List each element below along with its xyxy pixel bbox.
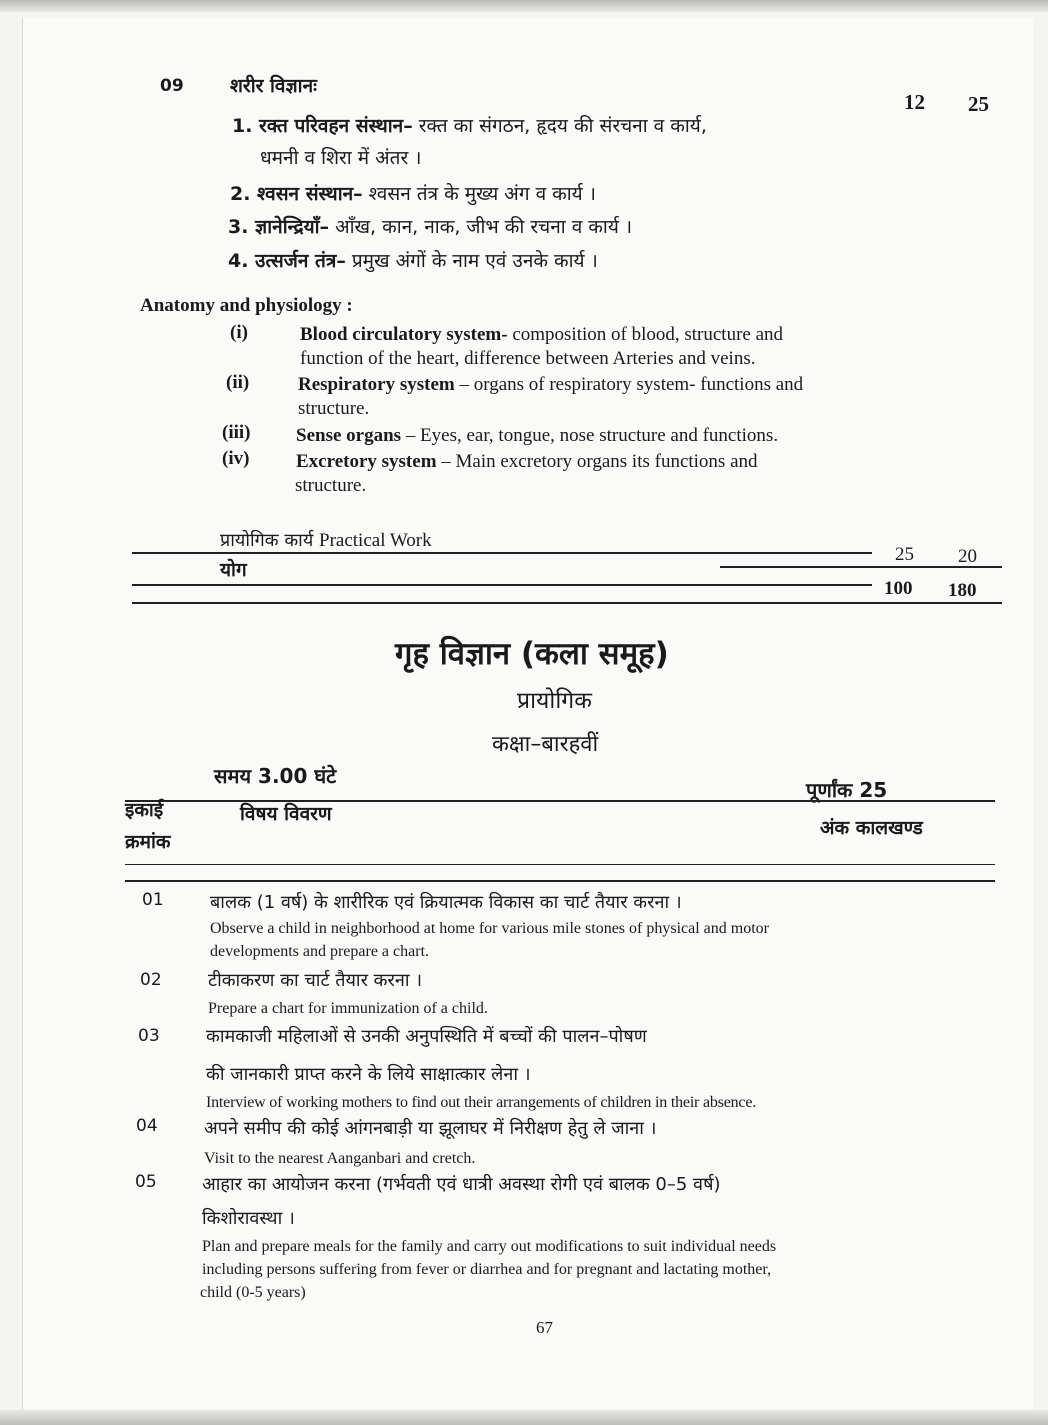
unit-hi-3: कामकाजी महिलाओं से उनकी अनुपस्थिति में बच्चों की पालन–पोषण	[206, 1026, 647, 1047]
anatomy-text: – Main excretory organs its functions and	[441, 451, 758, 472]
col-subject: विषय विवरण	[240, 803, 332, 825]
unit-num-4: 04	[136, 1116, 158, 1136]
max-marks: पूर्णांक 25	[806, 778, 888, 802]
unit-num-5: 05	[135, 1172, 157, 1192]
anatomy-item-2	[298, 374, 803, 396]
unit-hi-4: अपने समीप की कोई आंगनबाड़ी या झूलाघर में निरीक्षण हेतु ले जाना ।	[204, 1118, 657, 1139]
item-head: 3. ज्ञानेन्द्रियाँ–	[228, 216, 330, 238]
anatomy-num-3: (iii)	[222, 422, 251, 443]
practical-label	[220, 528, 432, 552]
col-unit: इकाई	[125, 799, 164, 821]
section-item-4	[228, 247, 598, 273]
anatomy-head: Excretory system	[296, 451, 437, 472]
scan-bottom-edge	[0, 1410, 1048, 1425]
section-item-3	[228, 213, 632, 239]
unit-num-2: 02	[140, 970, 162, 990]
section-item-2	[230, 180, 596, 206]
col-serial: क्रमांक	[125, 831, 171, 853]
item-head: 4. उत्सर्जन तंत्र–	[228, 250, 346, 272]
unit-en-2: Prepare a chart for immunization of a child.	[208, 1000, 488, 1017]
anatomy-item-4	[296, 451, 758, 473]
practical-en: Practical Work	[319, 530, 432, 551]
item-head: 1. रक्त परिवहन संस्थान–	[232, 115, 413, 137]
unit-en-1b: developments and prepare a chart.	[210, 943, 430, 960]
total-marks-a: 100	[884, 578, 913, 599]
unit-en-3: Interview of working mothers to find out their arrangements of children in their absence.	[206, 1094, 757, 1111]
practical-hi: प्रायोगिक कार्य	[220, 530, 314, 551]
unit-en-4: Visit to the nearest Aanganbari and cretch.	[204, 1150, 476, 1167]
anatomy-item-4-cont: structure.	[295, 475, 367, 496]
unit-en-1: Observe a child in neighborhood at home for various mile stones of physical and motor	[210, 920, 769, 937]
unit-hi-2: टीकाकरण का चार्ट तैयार करना ।	[208, 970, 423, 991]
section-item-1	[232, 112, 707, 138]
practical-marks-b: 20	[958, 546, 977, 567]
anatomy-num-4: (iv)	[222, 448, 250, 469]
section-number: 09	[160, 76, 184, 96]
total-label: योग	[220, 559, 247, 581]
item-text: आँख, कान, नाक, जीभ की रचना व कार्य ।	[335, 216, 633, 238]
anatomy-item-1	[300, 324, 783, 346]
section-item-1-cont: धमनी व शिरा में अंतर ।	[260, 147, 422, 169]
rule-total	[132, 584, 872, 586]
item-text: रक्त का संगठन, हृदय की संरचना व कार्य,	[418, 115, 707, 137]
item-head: 2. श्वसन संस्थान–	[230, 183, 363, 205]
anatomy-num-1: (i)	[230, 322, 248, 343]
unit-num-1: 01	[142, 890, 164, 910]
unit-en-5: Plan and prepare meals for the family and carry out modifications to suit individual needs	[202, 1238, 777, 1255]
rule-section-end	[132, 602, 1002, 604]
item-text: श्वसन तंत्र के मुख्य अंग व कार्य ।	[368, 183, 596, 205]
rule-table-header-end	[125, 880, 995, 882]
unit-hi-3b: की जानकारी प्राप्त करने के लिये साक्षात्कार लेना ।	[206, 1064, 531, 1085]
anatomy-head: Sense organs	[296, 425, 402, 446]
unit-hi-5b: किशोरावस्था ।	[202, 1208, 295, 1229]
section-title: शरीर विज्ञानः	[230, 75, 317, 97]
unit-hi-5: आहार का आयोजन करना (गर्भवती एवं धात्री अवस्था रोगी एवं बालक 0–5 वर्ष)	[202, 1174, 721, 1195]
marks-b: 25	[968, 92, 989, 116]
anatomy-num-2: (ii)	[226, 372, 250, 393]
item-text: प्रमुख अंगों के नाम एवं उनके कार्य ।	[351, 250, 598, 272]
marks-a: 12	[904, 90, 925, 114]
unit-en-5c: child (0-5 years)	[200, 1284, 306, 1301]
page-number: 67	[536, 1318, 553, 1337]
rule-header-mid	[125, 864, 995, 865]
anatomy-head: Respiratory system	[298, 374, 455, 395]
unit-hi-1: बालक (1 वर्ष) के शारीरिक एवं क्रियात्मक विकास का चार्ट तैयार करना ।	[210, 892, 682, 913]
unit-en-5b: including persons suffering from fever or diarrhea and for pregnant and lactating mother,	[202, 1261, 772, 1278]
practical-marks-a: 25	[895, 544, 914, 565]
anatomy-item-1-cont: function of the heart, difference between Arteries and veins.	[300, 348, 756, 369]
anatomy-text: – Eyes, ear, tongue, nose structure and functions.	[405, 425, 779, 446]
total-marks-b: 180	[948, 580, 977, 601]
time-label: समय 3.00 घंटे	[214, 764, 337, 788]
main-title: गृह विज्ञान (कला समूह)	[395, 636, 669, 672]
anatomy-item-2-cont: structure.	[298, 398, 370, 419]
anatomy-text: composition of blood, structure and	[512, 324, 784, 345]
scan-top-edge	[0, 0, 1048, 12]
rule-practical-right	[720, 566, 1002, 568]
unit-num-3: 03	[138, 1026, 160, 1046]
anatomy-head: Blood circulatory system-	[300, 324, 508, 345]
subtitle-practical: प्रायोगिक	[517, 688, 592, 714]
anatomy-text: – organs of respiratory system- functions and	[459, 374, 804, 395]
anatomy-item-3	[296, 425, 778, 447]
anatomy-title: Anatomy and physiology :	[140, 295, 353, 316]
rule-practical	[132, 552, 872, 554]
subtitle-class: कक्षा–बारहवीं	[492, 732, 599, 757]
col-marks-period: अंक कालखण्ड	[820, 817, 923, 839]
